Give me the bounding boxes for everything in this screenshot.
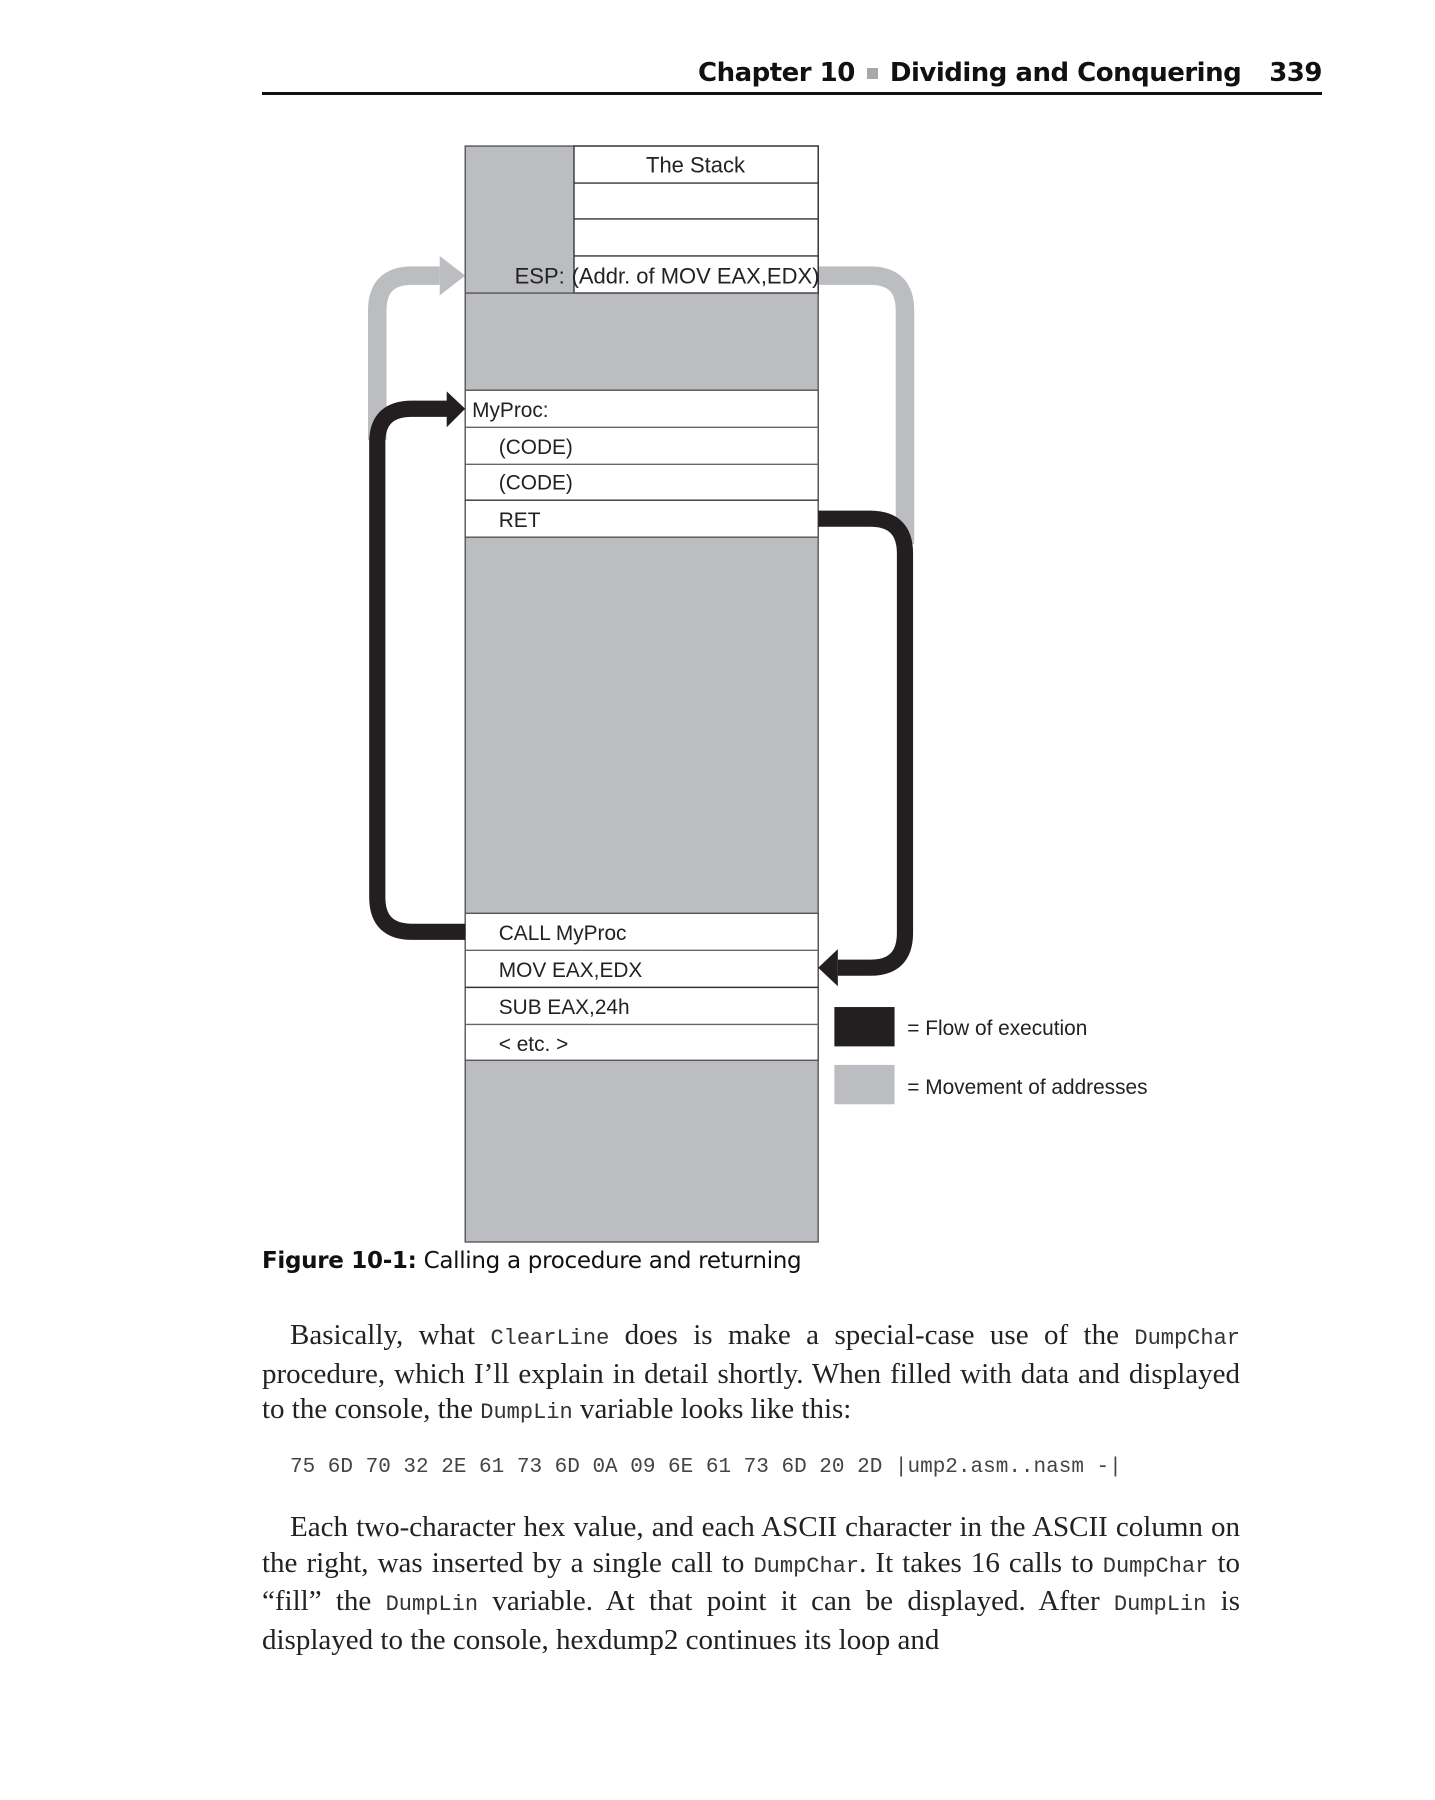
legend-label: = Flow of execution xyxy=(907,1016,1088,1040)
legend-label: = Movement of addresses xyxy=(907,1075,1148,1099)
chapter-title: Dividing and Conquering xyxy=(889,58,1242,88)
proc-row: RET xyxy=(498,508,541,532)
proc-row: (CODE) xyxy=(498,471,573,495)
memory-block xyxy=(465,146,818,1242)
black-arrowhead-icon xyxy=(447,391,466,427)
chapter-label: Chapter 10 xyxy=(698,58,855,88)
text: variable. At that point it can be displayed. After xyxy=(478,1585,1114,1617)
text: does is make a special-case use of the xyxy=(609,1319,1135,1351)
legend xyxy=(834,1007,1147,1104)
caller-row: SUB EAX,24h xyxy=(498,995,630,1019)
text: to “fill” the xyxy=(262,1546,1240,1617)
code-term: DumpLin xyxy=(480,1400,573,1425)
legend-swatch-gray xyxy=(834,1065,894,1104)
proc-row: (CODE) xyxy=(498,435,573,459)
code-term: ClearLine xyxy=(490,1326,610,1351)
caller-row: < etc. > xyxy=(498,1033,569,1057)
text: procedure, which I’ll explain in detail shortly. When filled with data and displayed to the console, the xyxy=(262,1357,1240,1425)
stack-label: The Stack xyxy=(646,152,745,178)
code-term: DumpChar xyxy=(1134,1326,1240,1351)
page-number: 339 xyxy=(1269,58,1322,88)
caller-row: MOV EAX,EDX xyxy=(498,958,643,982)
esp-label: ESP: xyxy=(514,263,565,289)
text: is displayed to the console, hexdump2 continues its loop and xyxy=(262,1585,1240,1656)
caller-row: CALL MyProc xyxy=(498,921,627,945)
hex-dump-line: 75 6D 70 32 2E 61 73 6D 0A 09 6E 61 73 6D 20 2D |ump2.asm..nasm -| xyxy=(290,1456,1122,1479)
proc-label: MyProc: xyxy=(472,398,549,422)
code-term: DumpChar xyxy=(1102,1553,1209,1579)
code-term: DumpChar xyxy=(753,1553,860,1579)
text: Basically, what xyxy=(290,1319,491,1351)
caption-text: Calling a procedure and returning xyxy=(423,1248,802,1274)
text: Each two-character hex value, and each ASCII character in the ASCII column on the right, was inserted by a single call to xyxy=(262,1511,1240,1579)
caption-label: Figure 10-1: xyxy=(262,1248,417,1274)
black-arrowhead-icon xyxy=(818,949,838,986)
paragraph xyxy=(262,1510,1240,1658)
figure-caption xyxy=(262,1248,801,1274)
paragraph xyxy=(262,1318,1240,1431)
esp-value: (Addr. of MOV EAX,EDX) xyxy=(571,263,820,289)
legend-swatch-black xyxy=(834,1007,894,1046)
text: variable looks like this: xyxy=(572,1393,852,1425)
code-term: DumpLin xyxy=(385,1592,479,1617)
gray-arrowhead-icon xyxy=(440,256,465,295)
code-term: DumpLin xyxy=(1113,1592,1207,1617)
text: . It takes 16 calls to xyxy=(859,1546,1103,1579)
